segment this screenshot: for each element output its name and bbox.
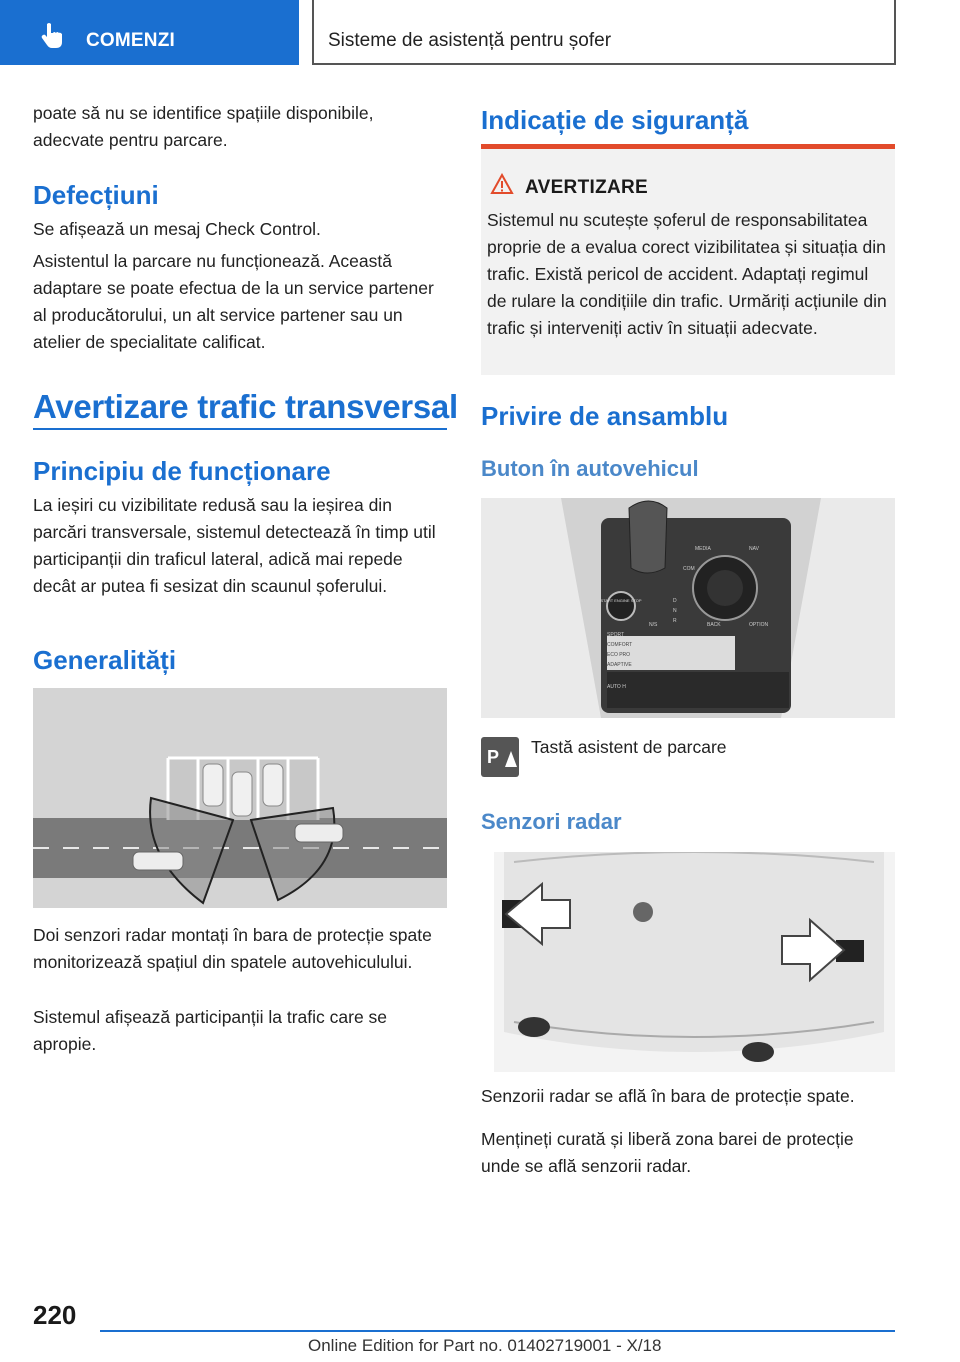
console-media-label: MEDIA <box>695 546 711 552</box>
warning-body: Sistemul nu scutește șoferul de responsabilitatea proprie de a evalua corect vizibilitatea și situația din trafic. Există pericol de accident. Adaptați regimul de rulare la condițiile din trafic. Urmăriți acțiunile din trafic și interveniți activ în situații adecvate. <box>487 210 887 338</box>
button-caption: Tastă asistent de parcare <box>531 737 727 757</box>
console-d-label: D <box>673 598 677 604</box>
hand-pointer-icon <box>38 22 66 48</box>
console-back-label: BACK <box>707 622 721 628</box>
footer-edition: Online Edition for Part no. 01402719001 - X/18 <box>308 1336 662 1355</box>
cross-traffic-diagram <box>33 688 447 908</box>
senzori-paragraph-2: Mențineți curată și liberă zona barei de protecție unde se află senzorii radar. <box>481 1129 854 1176</box>
console-r-label: R <box>673 618 677 624</box>
console-option-label: OPTION <box>749 622 769 628</box>
buton-heading: Buton în autovehicul <box>481 456 699 481</box>
generalitati-heading: Generalități <box>33 645 177 675</box>
console-comfort-label: COMFORT <box>607 642 633 648</box>
warning-title: AVERTIZARE <box>525 177 648 198</box>
console-ecopro-label: ECO PRO <box>607 652 631 658</box>
console-sport-label: SPORT <box>607 632 625 638</box>
principiu-heading: Principiu de funcționare <box>33 456 331 486</box>
chapter-heading: Avertizare trafic transversal <box>33 388 458 425</box>
warning-triangle-icon <box>490 173 514 195</box>
footer-rule <box>100 1330 895 1332</box>
console-autoh-label: AUTO H <box>607 684 626 690</box>
console-ns-label: N/S <box>649 622 658 628</box>
defectiuni-paragraph-2: Asistentul la parcare nu funcționează. Această adaptare se poate efectua de la un service partener al producătorului, un alt service partener sau un atelier de specialitate calificat. <box>33 251 434 352</box>
console-adaptive-label: ADAPTIVE <box>607 662 632 668</box>
senzori-paragraph-1: Senzorii radar se află în bara de protecție spate. <box>481 1086 855 1106</box>
svg-text:P: P <box>487 747 500 767</box>
page-number: 220 <box>33 1300 77 1330</box>
start-engine-label: START ENGINE STOP <box>600 598 642 603</box>
generalitati-paragraph-1: Doi senzori radar montați în bara de protecție spate monitorizează spațiul din spatele autovehiculului. <box>33 925 432 972</box>
intro-paragraph: poate să nu se identifice spațiile disponibile, adecvate pentru parcare. <box>33 103 374 150</box>
console-n-label: N <box>673 608 677 614</box>
principiu-paragraph: La ieșiri cu vizibilitate redusă sau la ieșirea din parcări transversale, sistemul detectează în timp util participanții din traficul lateral, adică mai repede decât ar putea fi sesizat din scaunul șoferului. <box>33 495 436 596</box>
generalitati-paragraph-2: Sistemul afișează participanții la trafic care se apropie. <box>33 1007 388 1054</box>
chapter-rule <box>33 428 447 430</box>
console-com-label: COM <box>683 566 695 572</box>
warning-box <box>481 144 895 375</box>
rear-bumper-image <box>494 852 895 1072</box>
siguranta-heading: Indicație de siguranță <box>481 105 749 135</box>
ansamblu-heading: Privire de ansamblu <box>481 401 729 431</box>
header-section <box>312 0 896 65</box>
defectiuni-heading: Defecțiuni <box>33 180 159 210</box>
parking-assistant-icon <box>481 737 519 777</box>
defectiuni-paragraph-1: Se afișează un mesaj Check Control. <box>33 219 321 239</box>
senzori-heading: Senzori radar <box>481 809 622 834</box>
center-console-image <box>481 498 895 718</box>
console-nav-label: NAV <box>749 546 759 552</box>
section-title: Sisteme de asistență pentru șofer <box>328 30 612 51</box>
header-chapter-tab[interactable] <box>0 0 299 65</box>
chapter-tab-label: COMENZI <box>86 30 176 51</box>
